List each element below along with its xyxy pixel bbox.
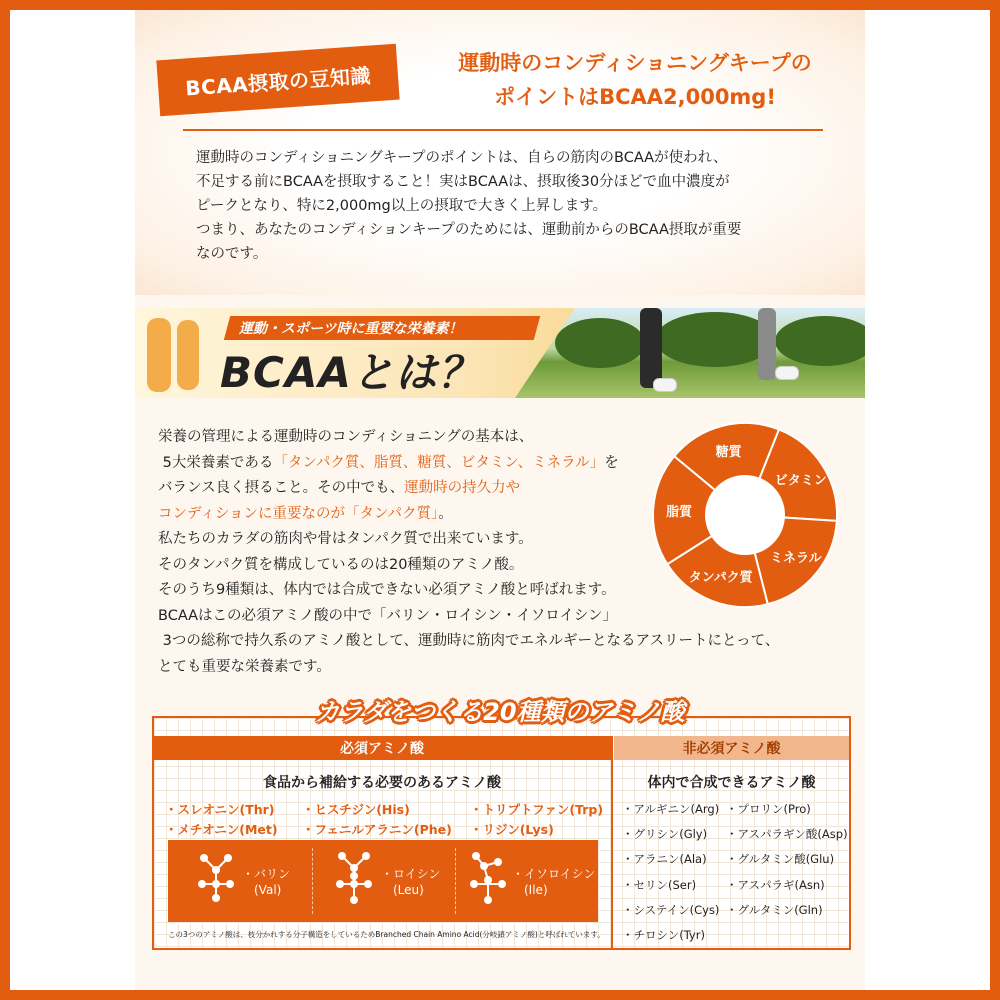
tip-paragraph: [196, 146, 836, 266]
tip-headline: [410, 46, 860, 114]
essential-item: ・メチオニン(Met): [165, 822, 278, 837]
valine-molecule-icon: [196, 850, 236, 906]
banner-title: BCAAとは？: [220, 348, 481, 397]
essential-item: ・リジン(Lys): [470, 822, 554, 837]
about-line: [158, 629, 808, 655]
text-span: 3つの総称で持久系のアミノ酸として、運動時に筋肉でエネルギーとなるアスリートにとって、: [162, 633, 780, 649]
runner-figure: [640, 308, 662, 388]
emphasis-text: 運動時の持久力や: [404, 480, 521, 496]
about-line: 私たちのカラダの筋肉や骨はタンパク質で出来ています。: [158, 531, 533, 547]
headline-line-2: ポイントはBCAA2,000mg!: [494, 85, 776, 109]
tip-line: なのです。: [196, 246, 268, 262]
wheel-center: [705, 475, 785, 555]
amino-title: カラダをつくる20種類のアミノ酸: [315, 698, 685, 726]
headline-divider: [183, 129, 823, 131]
tip-tag-label: BCAA摂取の豆知識: [184, 63, 372, 100]
banner-subtitle: [224, 316, 540, 340]
nutrient-label: タンパク質: [688, 570, 753, 586]
bcaa-separator: [455, 848, 457, 914]
isoleucine-molecule-icon: [468, 848, 508, 908]
bcaa-name: ・イソロイシン: [512, 867, 596, 881]
tree-shape: [655, 312, 775, 367]
text-span: 。: [438, 505, 453, 522]
nutrient-wheel: [650, 420, 840, 610]
nonessential-item: ・グリシン(Gly): [622, 827, 708, 841]
banner-subtitle-text: 運動・スポーツ時に重要な栄養素！: [239, 321, 463, 337]
nonessential-item: ・セリン(Ser): [622, 878, 697, 892]
nonessential-item: ・アスパラギ(Asn): [726, 878, 825, 892]
tip-line: つまり、あなたのコンディションキープのためには、運動前からのBCAA摂取が重要: [196, 222, 742, 238]
bcaa-abbr: (Ile): [524, 883, 548, 897]
about-line: そのタンパク質を構成しているのは20種類のアミノ酸。: [158, 556, 524, 573]
bcaa-name: ・ロイシン: [381, 867, 441, 881]
tree-shape: [775, 316, 865, 366]
nonessential-item: ・アルギニン(Arg): [622, 802, 720, 816]
bcaa-banner: [135, 308, 865, 398]
bcaa-name: ・バリン: [242, 867, 291, 881]
bcaa-leucine: [381, 866, 440, 898]
leucine-molecule-icon: [334, 848, 374, 908]
tree-shape: [555, 318, 645, 368]
nonessential-item: ・グルタミン酸(Glu): [726, 852, 835, 866]
essential-item: ・トリプトファン(Trp): [470, 802, 604, 817]
bcaa-abbr: (Leu): [393, 883, 424, 897]
nutrient-label: 糖質: [715, 445, 742, 461]
nonessential-header: 非必須アミノ酸: [614, 736, 849, 760]
nonessential-item: ・グルタミン(Gln): [726, 903, 823, 917]
emphasis-text: コンディションに重要なのが「タンパク質」: [158, 505, 439, 522]
nutrient-label: ビタミン: [774, 473, 827, 489]
bcaa-abbr: (Val): [254, 883, 282, 897]
tip-line: 運動時のコンディショニングキープのポイントは、自らの筋肉のBCAAが使われ、: [196, 150, 728, 166]
emphasis-text: 「タンパク質、脂質、糖質、ビタミン、ミネラル」: [273, 454, 605, 471]
runners-photo: [515, 308, 865, 398]
bcaa-isoleucine: [512, 866, 595, 898]
text-span: を: [604, 454, 619, 471]
essential-subtitle: 食品から補給する必要のあるアミノ酸: [263, 775, 501, 791]
text-span: 5大栄養素である: [162, 454, 274, 471]
runner-silhouette-icon: [177, 320, 199, 390]
bcaa-footnote: この3つのアミノ酸は、枝分かれする分子構造をしているためBranched Chain Amino Acid(分岐鎖アミノ酸)と呼ばれています。: [168, 930, 605, 939]
essential-item: ・ヒスチジン(His): [302, 802, 410, 817]
nonessential-item: ・システイン(Cys): [622, 903, 720, 917]
runner-figure: [758, 308, 776, 380]
tip-line: 不足する前にBCAAを摂取すること！実はBCAAは、摂取後30分ほどで血中濃度が: [196, 174, 730, 190]
about-line: とても重要な栄養素です。: [158, 658, 331, 675]
nonessential-item: ・チロシン(Tyr): [622, 928, 705, 942]
text-span: バランス良く摂ること。その中でも、: [158, 480, 405, 496]
nutrient-label: 脂質: [666, 504, 693, 520]
headline-line-1: 運動時のコンディショニングキープの: [458, 51, 812, 75]
bcaa-valine: [242, 866, 290, 898]
essential-item: ・フェニルアラニン(Phe): [302, 822, 452, 837]
shoe-shape: [775, 366, 799, 380]
about-line: BCAAはこの必須アミノ酸の中で「バリン・ロイシン・イソロイシン」: [158, 607, 617, 624]
nutrient-label: ミネラル: [769, 551, 822, 567]
essential-header: 必須アミノ酸: [152, 736, 612, 760]
nonessential-item: ・プロリン(Pro): [726, 802, 811, 816]
runner-silhouette-icon: [147, 318, 171, 392]
about-line: 栄養の管理による運動時のコンディショニングの基本は、: [158, 429, 534, 445]
bcaa-separator: [312, 848, 314, 914]
column-divider: [611, 736, 613, 948]
shoe-shape: [653, 378, 677, 392]
nonessential-subtitle: 体内で合成できるアミノ酸: [647, 775, 816, 791]
nonessential-item: ・アスパラギン酸(Asp): [726, 827, 848, 841]
about-line: そのうち9種類は、体内では合成できない必須アミノ酸と呼ばれます。: [158, 582, 616, 598]
nonessential-item: ・アラニン(Ala): [622, 852, 707, 866]
tip-line: ピークとなり、特に2,000mg以上の摂取で大きく上昇します。: [196, 198, 608, 214]
essential-item: ・スレオニン(Thr): [165, 802, 275, 817]
